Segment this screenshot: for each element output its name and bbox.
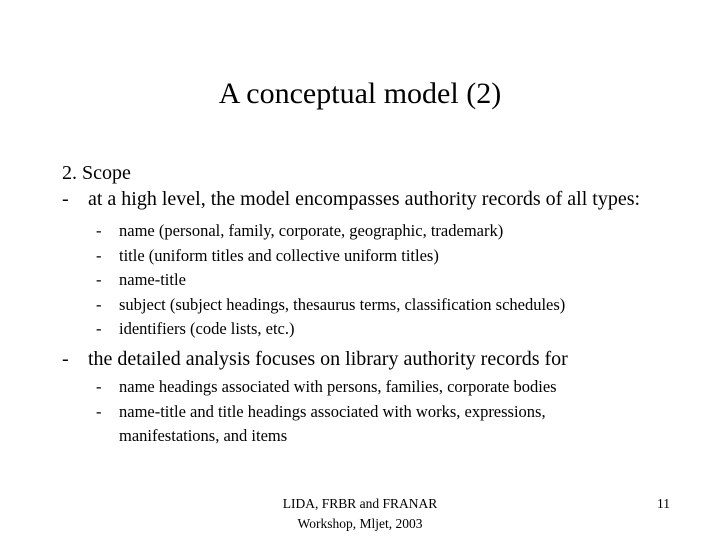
bullet-item-types xyxy=(62,186,640,212)
list-item-text: identifiers (code lists, etc.) xyxy=(119,319,295,338)
list-item xyxy=(96,219,565,244)
list-item xyxy=(96,293,565,318)
slide-title: A conceptual model (2) xyxy=(218,77,502,110)
list-item-text: name (personal, family, corporate, geographic, trademark) xyxy=(119,221,504,240)
footer-caption xyxy=(0,494,720,534)
footer-line-1: LIDA, FRBR and FRANAR xyxy=(282,496,438,511)
bullet-dash: - xyxy=(62,188,69,210)
list-item-text: title (uniform titles and collective uniform titles) xyxy=(119,245,439,265)
sub-bullet-dash: - xyxy=(96,319,102,338)
list-item-text: subject (subject headings, thesaurus terms, classification schedules) xyxy=(119,294,566,314)
list-item xyxy=(96,400,599,449)
analysis-focus-list xyxy=(96,375,599,449)
bullet-text: at a high level, the model encompasses authority records of all types: xyxy=(88,188,641,210)
sub-bullet-dash: - xyxy=(96,270,102,289)
list-item xyxy=(96,317,565,342)
bullet-text: the detailed analysis focuses on library authority records for xyxy=(88,348,568,370)
page-number: 11 xyxy=(657,496,670,511)
bullet-item-analysis xyxy=(62,346,568,372)
scope-heading: 2. Scope xyxy=(62,162,131,184)
list-item-text: name-title and title headings associated with works, expressions, manifestations, and items xyxy=(119,401,546,445)
footer-line-2: Workshop, Mljet, 2003 xyxy=(297,516,423,531)
sub-bullet-dash: - xyxy=(96,377,102,396)
list-item-text: name-title xyxy=(119,270,186,289)
authority-types-list xyxy=(96,219,565,342)
list-item xyxy=(96,375,599,400)
list-item xyxy=(96,268,565,293)
sub-bullet-dash: - xyxy=(96,401,102,421)
list-item xyxy=(96,244,565,269)
sub-bullet-dash: - xyxy=(96,221,102,240)
list-item-text: name headings associated with persons, families, corporate bodies xyxy=(119,377,557,396)
bullet-dash: - xyxy=(62,348,69,370)
sub-bullet-dash: - xyxy=(96,245,102,265)
sub-bullet-dash: - xyxy=(96,294,102,314)
